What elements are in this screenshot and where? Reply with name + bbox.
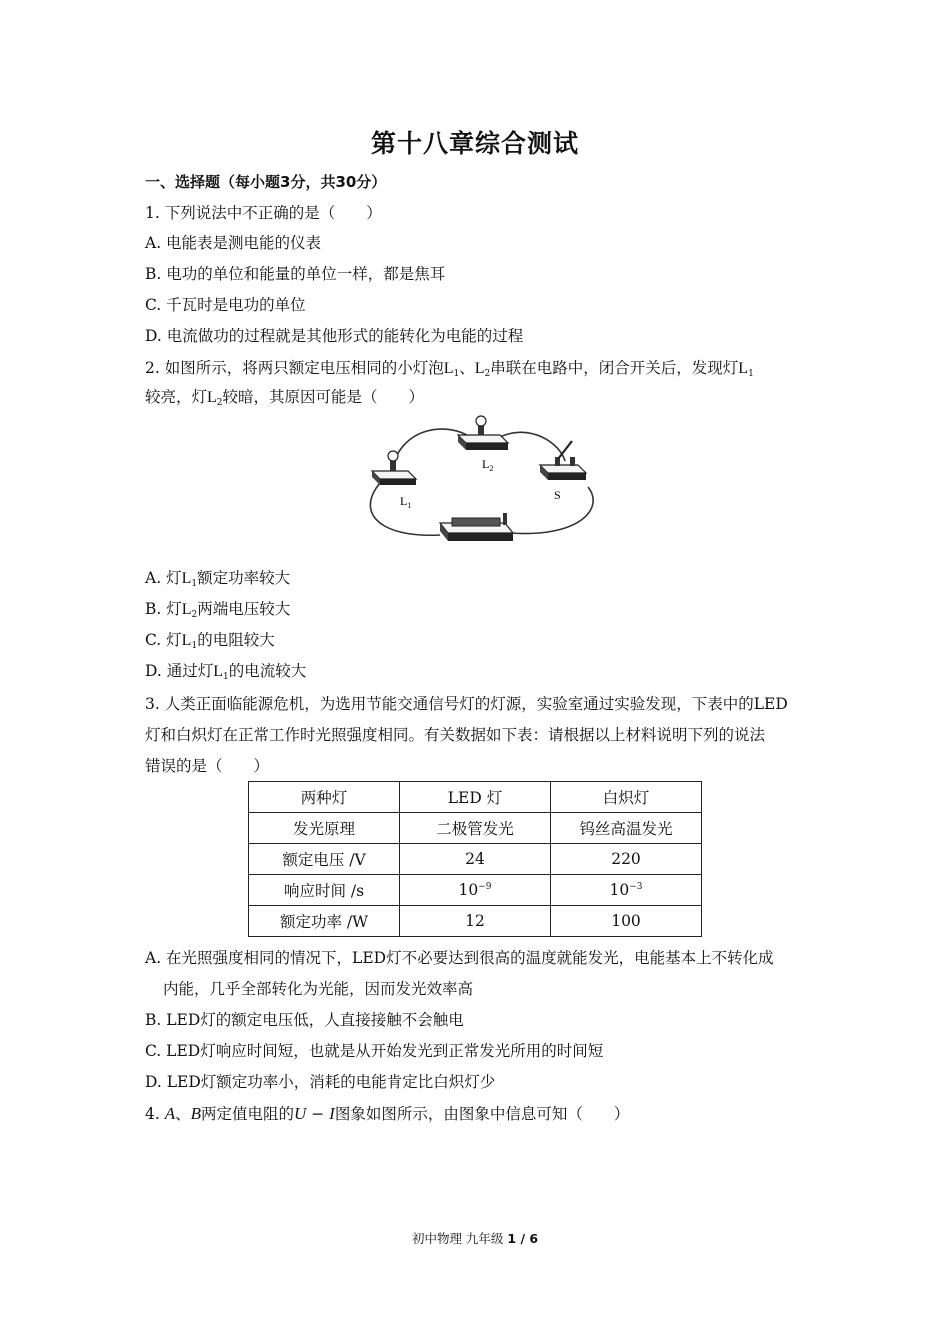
comparison-table: [248, 781, 702, 937]
switch: [540, 441, 586, 480]
q2-text: 2. 如图所示，将两只额定电压相同的小灯泡: [145, 359, 444, 377]
q3-stem-line3: 错误的是（ ）: [145, 757, 270, 775]
q2-stem-line2: [145, 387, 424, 413]
table-row: [249, 875, 702, 906]
q3-stem-line2: 灯和白炽灯在正常工作时光照强度相同。有关数据如下表：请根据以上材料说明下列的说法: [145, 726, 766, 744]
table-cell: 白炽灯: [551, 782, 702, 813]
q2-option-b: B. 灯$L_2$两端电压较大: [145, 600, 291, 620]
page-number: 1 / 6: [507, 1231, 539, 1246]
q2-text: 较暗，其原因可能是（ ）: [222, 388, 425, 406]
page-title: 第十八章综合测试: [370, 129, 579, 158]
table-cell: 二极管发光: [400, 813, 551, 844]
resistor-b-label: B: [190, 1104, 202, 1123]
circuit-diagram: [360, 413, 610, 553]
wire: [370, 483, 440, 535]
subscript: 2: [484, 369, 491, 379]
subscript: 1: [453, 369, 460, 379]
switch-label: S: [554, 488, 561, 502]
q2-text: 、: [459, 359, 475, 377]
footer-text: 初中物理 九年级: [411, 1231, 508, 1246]
table-cell: 额定功率 /W: [249, 906, 400, 937]
table-cell: LED 灯: [400, 782, 551, 813]
table-cell: 12: [400, 906, 551, 937]
q4-number: 4.: [145, 1105, 160, 1123]
q3-stem-line1: 3. 人类正面临能源危机，为选用节能交通信号灯的灯源，实验室通过实验发现，下表中的LED: [145, 695, 788, 713]
q2-option-c: C. 灯$L_1$的电阻较大: [145, 631, 275, 651]
q2-stem-line1: [145, 358, 754, 384]
q1-stem: 1. 下列说法中不正确的是（ ）: [145, 204, 382, 222]
lamp-l1-label: $L_1$: [400, 494, 412, 510]
table-cell: 100: [551, 906, 702, 937]
lamp-label: L: [443, 360, 454, 377]
q4-stem: 4. A、B两定值电阻的U − I图象如图所示，由图象中信息可知（ ）: [145, 1104, 630, 1123]
table-cell: 钨丝高温发光: [551, 813, 702, 844]
section-heading: 一、选择题（每小题3分，共30分）: [145, 173, 387, 191]
q1-option-c: C. 千瓦时是电功的单位: [145, 296, 306, 314]
table-row: [249, 813, 702, 844]
table-row: [249, 782, 702, 813]
table-cell: $10^{-3}$: [551, 875, 702, 906]
table-cell: 发光原理: [249, 813, 400, 844]
table-cell: 220: [551, 844, 702, 875]
lamp-l2: [458, 416, 508, 450]
lamp-label: L: [738, 360, 749, 377]
lamp-l2-label: $L_2$: [482, 457, 494, 473]
wire: [510, 487, 593, 534]
q2-text: 较亮，灯: [145, 388, 208, 406]
q3-option-a-line2: 内能，几乎全部转化为光能，因而发光效率高: [163, 980, 474, 998]
table-row: [249, 844, 702, 875]
q3-option-a-line1: A. 在光照强度相同的情况下，LED灯不必要达到很高的温度就能发光，电能基本上不转化成: [145, 949, 774, 967]
page-footer: [0, 1229, 950, 1247]
lamp-label: L: [474, 360, 485, 377]
q1-option-b: B. 电功的单位和能量的单位一样，都是焦耳: [145, 265, 446, 283]
table-cell: 24: [400, 844, 551, 875]
subscript: 2: [216, 398, 223, 408]
q2-option-d: D. 通过灯$L_1$的电流较大: [145, 662, 307, 682]
q3-option-d: D. LED灯额定功率小，消耗的电能肯定比白炽灯少: [145, 1073, 496, 1091]
q2-option-a: A. 灯$L_1$额定功率较大: [145, 569, 291, 589]
battery: [440, 513, 513, 541]
table-cell: 额定电压 /V: [249, 844, 400, 875]
q2-text: 串联在电路中，闭合开关后，发现灯: [490, 359, 739, 377]
subscript: 1: [748, 369, 754, 379]
q3-option-c: C. LED灯响应时间短，也就是从开始发光到正常发光所用的时间短: [145, 1042, 604, 1060]
lamp-l1: [372, 451, 416, 485]
q3-option-b: B. LED灯的额定电压低，人直接接触不会触电: [145, 1011, 464, 1029]
q1-option-d: D. 电流做功的过程就是其他形式的能转化为电能的过程: [145, 327, 524, 345]
wire: [500, 432, 565, 461]
lamp-label: L: [207, 389, 217, 406]
table-cell: 两种灯: [249, 782, 400, 813]
table-row: [249, 906, 702, 937]
table-cell: 响应时间 /s: [249, 875, 400, 906]
table-cell: $10^{-9}$: [400, 875, 551, 906]
resistor-a-label: A: [164, 1104, 176, 1123]
q1-option-a: A. 电能表是测电能的仪表: [145, 234, 322, 252]
